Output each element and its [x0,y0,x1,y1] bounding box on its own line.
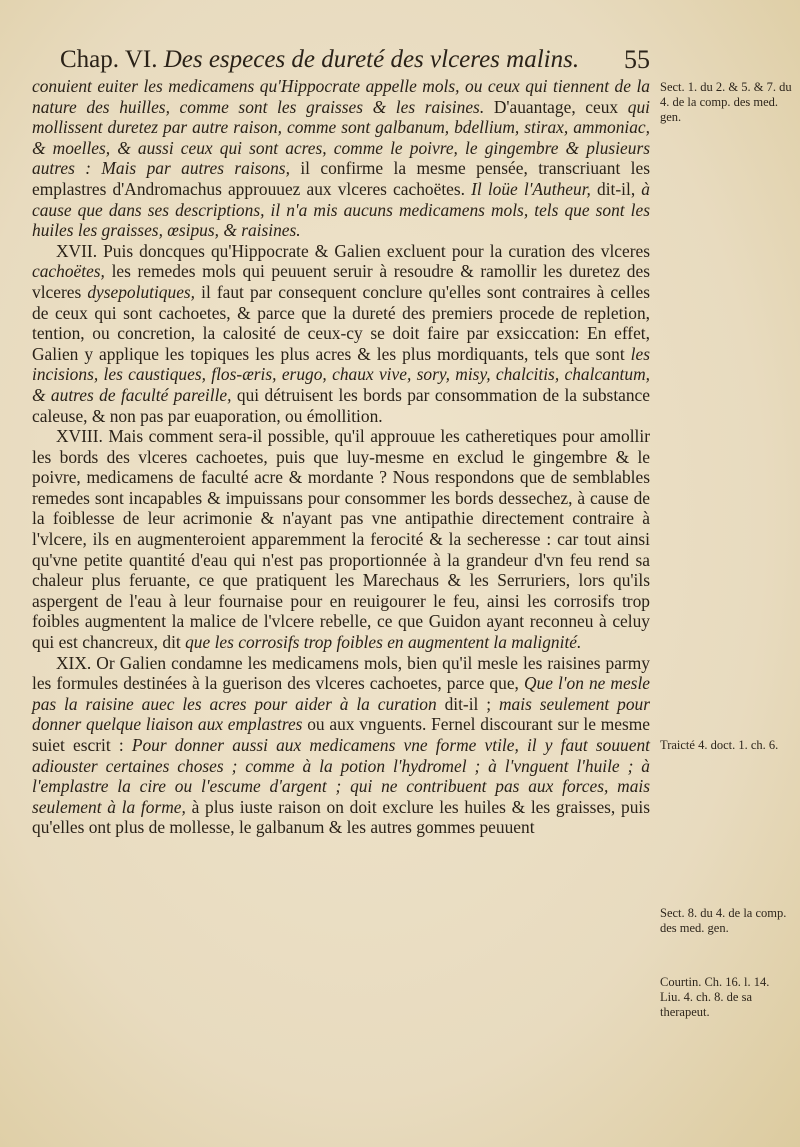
margin-note-3: Sect. 8. du 4. de la comp. des med. gen. [660,906,787,935]
page-number: 55 [624,45,650,74]
paragraph-intro: conuient euiter les medicamens qu'Hippocrate appelle mols, ou ceux qui tiennent de la nature des huilles, comme sont les graisses & les raisines. D'auantage, ceux qui mollissent duretez par autre raison, comme sont galbanum, bdellium, stirax, ammoniac, & moelles, & aussi ceux qui sont acres, comme le poivre, le gingembre & plusieurs autres : Mais par autres raisons, il confirme la mesme pensée, transcriuant les emplastres d'Andromachus approuuez aux vlceres cachoëtes. Il loüe l'Autheur, dit-il, à cause que dans ses descriptions, il n'a mis aucuns medicamens mols, tels que sont les huiles les graisses, œsipus, & raisines. [32,76,650,241]
running-header [60,40,650,80]
paragraph-section-17: XVII. Puis doncques qu'Hippocrate & Galien excluent pour la curation des vlceres cachoëtes, les remedes mols qui peuuent seruir à resoudre & ramollir les duretez des vlceres dysepolutiques, il faut par consequent conclure qu'elles sont contraires à celles de ceux qui sont cachoetes, & parce que la dureté des premiers procede de repletion, tention, ou concretion, la calosité de ceux-cy se doit faire par exsiccation: En effet, Galien y applique les topiques les plus acres & les plus mordiquants, tels que sont les incisions, les caustiques, flos-æris, erugo, chaux vive, sory, misy, chalcitis, chalcantum, & autres de faculté pareille, qui détruisent les bords par consommation de la substance caleuse, & non pas par euaporation, ou émollition. [32,240,650,426]
chapter-title: Des especes de dureté des vlceres malins. [163,46,580,73]
margin-note-1: Sect. 1. du 2. & 5. & 7. du 4. de la comp. des med. gen. [660,80,792,124]
chapter-label: Chap. VI. [60,46,158,73]
margin-note-2: Traicté 4. doct. 1. ch. 6. [660,738,779,752]
paragraph-section-19: XIX. Or Galien condamne les medicamens mols, bien qu'il mesle les raisines parmy les formules destinées à la guerison des vlceres cachoetes, parce que, Que l'on ne mesle pas la raisine auec les acres pour aider à la curation dit-il ; mais seulement pour donner quelque liaison aux emplastres ou aux vnguents. Fernel discourant sur le mesme suiet escrit : Pour donner aussi aux medicamens vne forme vtile, il y faut souuent adiouster certaines choses ; comme à la potion l'hydromel ; à l'vnguent l'huile ; à l'emplastre la cire ou l'escume d'argent ; qui ne contribuent pas aux forces, mais seulement à la forme, à plus iuste raison on doit exclure les huiles & les graisses, puis qu'elles ont plus de mollesse, le galbanum & les autres gommes peuuent [32,652,650,838]
paragraph-section-18: XVIII. Mais comment sera-il possible, qu'il approuue les catheretiques pour amollir les bords des vlceres cachoetes, puis que luy-mesme en exclud le gingembre & le poivre, medicamens de faculté acre & mordante ? Nous respondons que de semblables remedes sont incapables & impuissans pour consommer les bords dessechez, à cause de la foiblesse de leur acrimonie & n'ayant pas vne antipathie directement contraire à l'vlcere, ils en augmenteroient apparemment la ferocité & la secheresse : car tout ainsi qu'vne petite quantité d'eau qui n'est pas proportionnée à la grandeur d'vn feu rend sa chaleur plus feruante, ce que pratiquent les Marechaus & les Serruriers, lors qu'ils aspergent de l'eau à leur fournaise pour en reuigourer le feu, ainsi les corrosifs trop foibles augmentent la malice de l'vlcere rebelle, ce que Guidon ayant reconneu à celuy qui est chancreux, dit que les corrosifs trop foibles en augmentent la malignité. [32,426,650,653]
margin-note-4: Courtin. Ch. 16. l. 14. Liu. 4. ch. 8. de sa therapeut. [660,975,770,1019]
main-text [32,76,650,838]
